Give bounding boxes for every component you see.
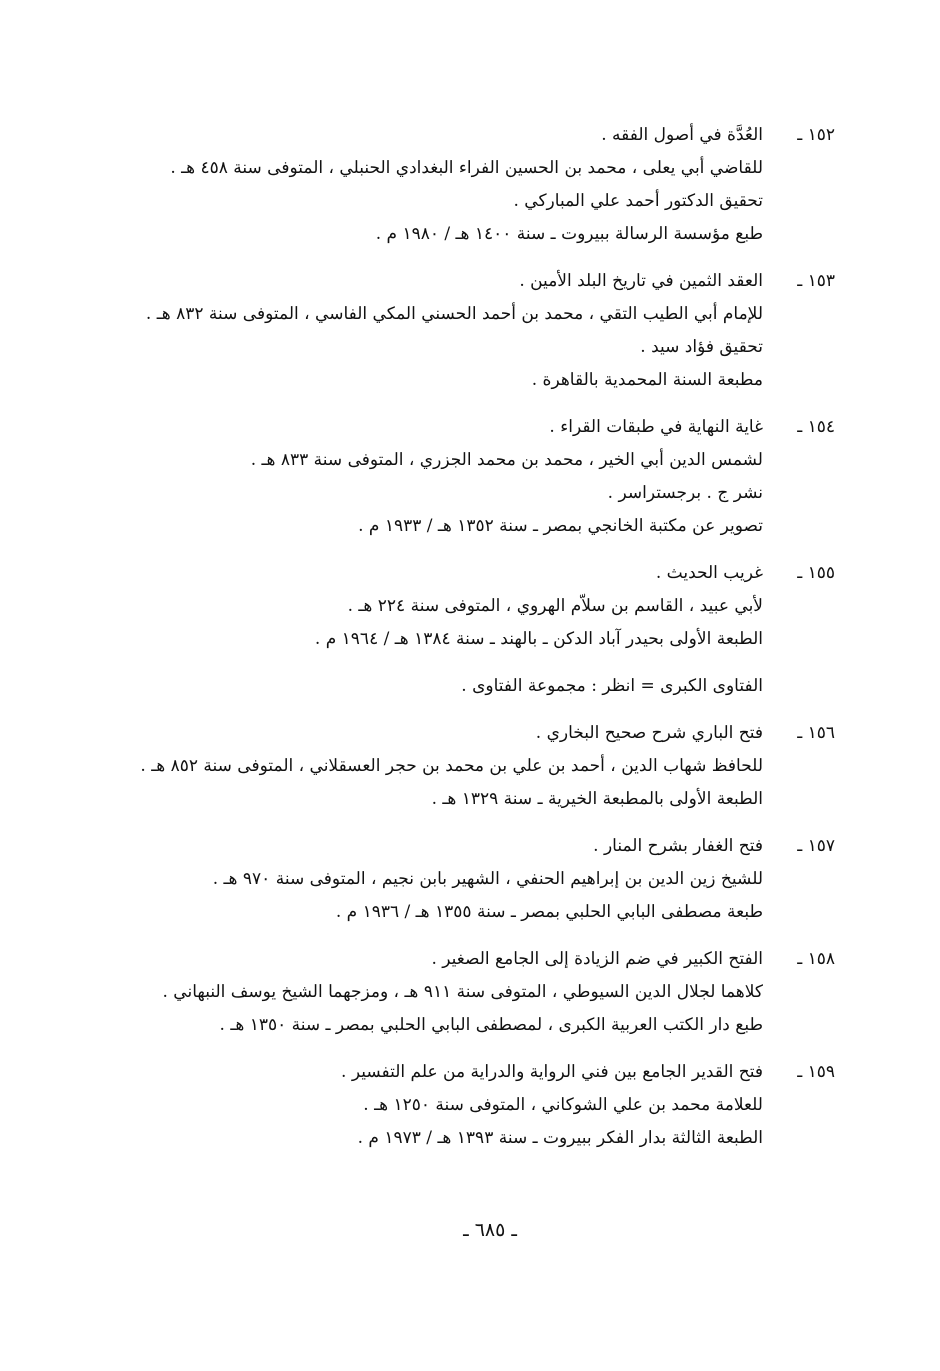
- entry-152: [75, 119, 835, 251]
- entry-156: [75, 717, 835, 816]
- entry-title: فتح القدير الجامع بين فني الرواية والدراية من علم التفسير .: [341, 1062, 763, 1082]
- entry-157: [75, 830, 835, 929]
- entry-154: [75, 411, 835, 543]
- entry-title: فتح الباري شرح صحيح البخاري .: [535, 723, 763, 743]
- entry-body: [75, 265, 763, 397]
- entry-153: [75, 265, 835, 397]
- entry-title: غاية النهاية في طبقات القراء .: [549, 417, 763, 437]
- entry-body: [75, 830, 763, 929]
- entry-title: العقد الثمين في تاريخ البلد الأمين .: [519, 271, 763, 291]
- entry-155: [75, 557, 835, 656]
- entry-number: ١٥٤ ـ: [797, 417, 835, 437]
- entry-publication: طبع دار الكتب العربية الكبرى ، لمصطفى البابي الحلبي بمصر ـ سنة ١٣٥٠ هـ .: [219, 1015, 763, 1035]
- entry-number: ١٥٣ ـ: [797, 271, 835, 291]
- entry-number: ١٥٦ ـ: [797, 723, 835, 743]
- entry-publication: تصوير عن مكتبة الخانجي بمصر ـ سنة ١٣٥٢ هـ / ١٩٣٣ م .: [358, 516, 763, 536]
- bibliography-list: [75, 119, 835, 1169]
- entry-body: [75, 943, 763, 1042]
- entry-editor: نشر ج . برجستراسر .: [607, 483, 763, 503]
- entry-158: [75, 943, 835, 1042]
- entry-editor: تحقيق فؤاد سيد .: [640, 337, 763, 357]
- entry-body: [75, 411, 763, 543]
- entry-title: فتح الغفار بشرح المنار .: [593, 836, 763, 856]
- entry-author: كلاهما لجلال الدين السيوطي ، المتوفى سنة ٩١١ هـ ، ومزجهما الشيخ يوسف النبهاني .: [162, 982, 763, 1002]
- entry-publication: طبعة مصطفى البابي الحلبي بمصر ـ سنة ١٣٥٥ هـ / ١٩٣٦ م .: [335, 902, 763, 922]
- entry-title: الفتح الكبير في ضم الزيادة إلى الجامع الصغير .: [431, 949, 763, 969]
- entry-number: ١٥٥ ـ: [797, 563, 835, 583]
- entry-publication: الطبعة الأولى بحيدر آباد الدكن ـ بالهند ـ سنة ١٣٨٤ هـ / ١٩٦٤ م .: [314, 629, 763, 649]
- page-number: ـ ٦٨٥ ـ: [463, 1219, 517, 1241]
- entry-body: [75, 557, 763, 656]
- entry-author: للقاضي أبي يعلى ، محمد بن الحسين الفراء البغدادي الحنبلي ، المتوفى سنة ٤٥٨ هـ .: [170, 158, 763, 178]
- entry-publication: الطبعة الثالثة بدار الفكر ببيروت ـ سنة ١٣٩٣ هـ / ١٩٧٣ م .: [357, 1128, 763, 1148]
- entry-body: [75, 119, 763, 251]
- entry-author: للعلامة محمد بن علي الشوكاني ، المتوفى سنة ١٢٥٠ هـ .: [363, 1095, 763, 1115]
- cross-reference-note: الفتاوى الكبرى = انظر : مجموعة الفتاوى .: [461, 676, 763, 696]
- entry-editor: تحقيق الدكتور أحمد علي المباركي .: [513, 191, 763, 211]
- entry-number: ١٥٧ ـ: [797, 836, 835, 856]
- entry-body: [75, 1056, 763, 1155]
- entry-publication: طبع مؤسسة الرسالة ببيروت ـ سنة ١٤٠٠ هـ / ١٩٨٠ م .: [375, 224, 763, 244]
- entry-159: [75, 1056, 835, 1155]
- entry-number: ١٥٩ ـ: [797, 1062, 835, 1082]
- entry-publication: مطبعة السنة المحمدية بالقاهرة .: [531, 370, 763, 390]
- entry-title: العُدَّة في أصول الفقه .: [601, 125, 763, 145]
- entry-title: غريب الحديث .: [655, 563, 763, 583]
- entry-author: لشمس الدين أبي الخير ، محمد بن محمد الجزري ، المتوفى سنة ٨٣٣ هـ .: [250, 450, 763, 470]
- entry-publication: الطبعة الأولى بالمطبعة الخيرية ـ سنة ١٣٢٩ هـ .: [431, 789, 763, 809]
- entry-number: ١٥٢ ـ: [797, 125, 835, 145]
- entry-body: [75, 717, 763, 816]
- entry-author: للشيخ زين الدين بن إبراهيم الحنفي ، الشهير بابن نجيم ، المتوفى سنة ٩٧٠ هـ .: [212, 869, 763, 889]
- entry-author: للحافظ شهاب الدين ، أحمد بن علي بن محمد بن حجر العسقلاني ، المتوفى سنة ٨٥٢ هـ .: [140, 756, 763, 776]
- entry-author: للإمام أبي الطيب التقي ، محمد بن أحمد الحسني المكي الفاسي ، المتوفى سنة ٨٣٢ هـ .: [145, 304, 763, 324]
- entry-number: ١٥٨ ـ: [797, 949, 835, 969]
- entry-author: لأبي عبيد ، القاسم بن سلاّم الهروي ، المتوفى سنة ٢٢٤ هـ .: [347, 596, 763, 616]
